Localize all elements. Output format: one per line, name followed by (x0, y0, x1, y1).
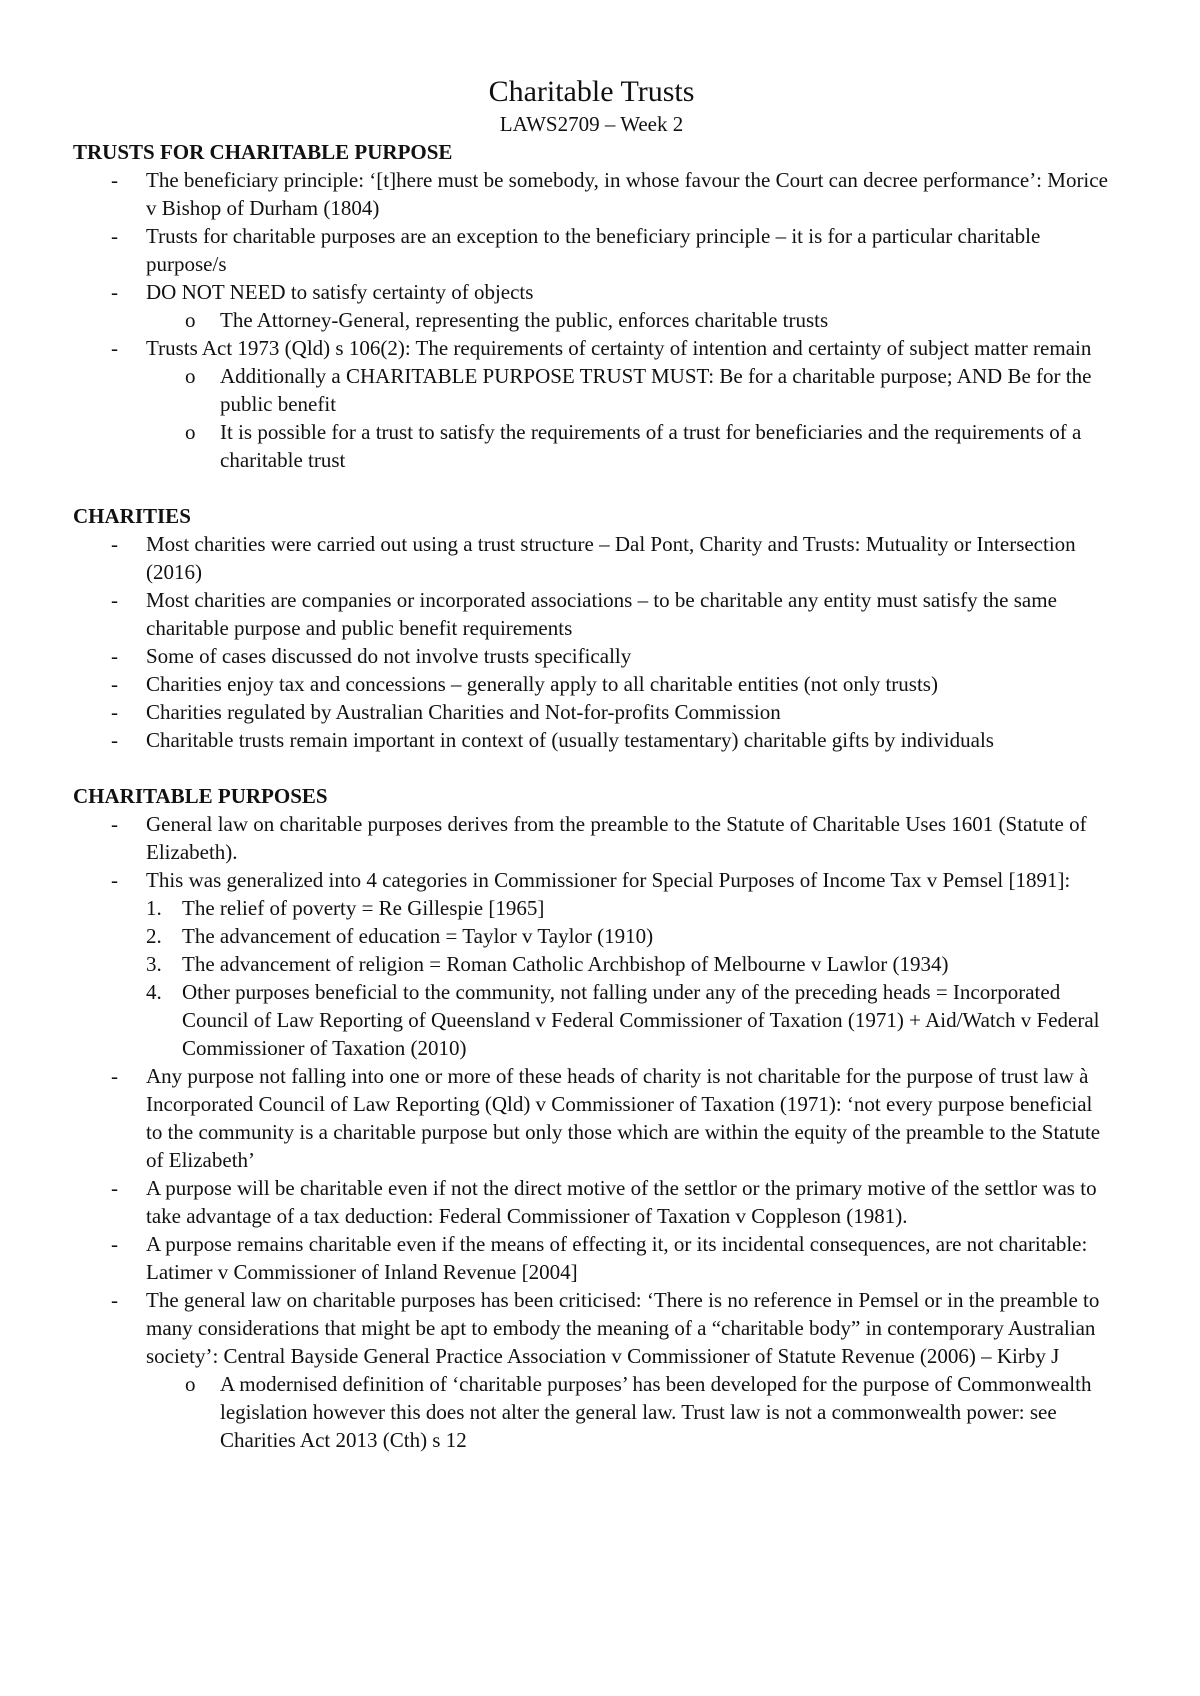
number-marker: 1. (146, 896, 162, 920)
dash-marker: - (111, 1064, 118, 1088)
list-item (73, 670, 1110, 698)
list-item-text: Charitable trusts remain important in context of (usually testamentary) charitable gifts by individuals (146, 728, 994, 752)
sub-list-item (73, 362, 1110, 418)
page-title: Charitable Trusts (488, 75, 695, 108)
list-item-text: A purpose will be charitable even if not the direct motive of the settlor or the primary motive of the settlor was to take advantage of a tax deduction: Federal Commissioner of Taxation v Coppleson (1981). (146, 1176, 1097, 1228)
dash-marker: - (111, 588, 118, 612)
circle-marker: o (185, 420, 196, 444)
circle-marker: o (185, 364, 196, 388)
sub-item-text: It is possible for a trust to satisfy the requirements of a trust for beneficiaries and the requirements of a charitable trust (220, 420, 1082, 472)
list-item (73, 530, 1110, 586)
list-item (73, 166, 1110, 222)
list-item (73, 726, 1110, 754)
bullet-list (73, 530, 1110, 754)
list-item-text: Some of cases discussed do not involve trusts specifically (146, 644, 632, 668)
section-heading: CHARITABLE PURPOSES (73, 784, 328, 808)
dash-marker: - (111, 168, 118, 192)
list-item (73, 586, 1110, 642)
dash-marker: - (111, 532, 118, 556)
number-marker: 2. (146, 924, 162, 948)
list-item (73, 278, 1110, 306)
circle-marker: o (185, 1372, 196, 1396)
section-heading: TRUSTS FOR CHARITABLE PURPOSE (73, 140, 453, 164)
list-item (73, 698, 1110, 726)
numbered-item (73, 950, 1110, 978)
bullet-list (73, 166, 1110, 474)
list-item-text: Charities regulated by Australian Charities and Not-for-profits Commission (146, 700, 781, 724)
sub-item-text: The Attorney-General, representing the public, enforces charitable trusts (220, 308, 829, 332)
dash-marker: - (111, 672, 118, 696)
number-marker: 4. (146, 980, 162, 1004)
list-item (73, 222, 1110, 278)
sub-list-item (73, 306, 1110, 334)
dash-marker: - (111, 1288, 118, 1312)
list-item (73, 334, 1110, 362)
list-item-text: Most charities are companies or incorporated associations – to be charitable any entity must satisfy the same charitable purpose and public benefit requirements (146, 588, 1057, 640)
number-marker: 3. (146, 952, 162, 976)
dash-marker: - (111, 336, 118, 360)
section-charitable-purposes (73, 782, 1110, 1454)
numbered-item (73, 978, 1110, 1062)
numbered-item-text: Other purposes beneficial to the community, not falling under any of the preceding heads = Incorporated Council of Law Reporting of Queensland v Federal Commissioner of Taxation (1971) + Aid/Watch v Federal Commissioner of Taxation (2010) (182, 980, 1100, 1060)
list-item-text: Trusts Act 1973 (Qld) s 106(2): The requirements of certainty of intention and certainty of subject matter remain (146, 336, 1092, 360)
dash-marker: - (111, 644, 118, 668)
dash-marker: - (111, 700, 118, 724)
sub-item-text: Additionally a CHARITABLE PURPOSE TRUST MUST: Be for a charitable purpose; AND Be for the public benefit (220, 364, 1092, 416)
numbered-item (73, 922, 1110, 950)
numbered-item-text: The advancement of education = Taylor v Taylor (1910) (182, 924, 654, 948)
list-item (73, 642, 1110, 670)
section-charities (73, 502, 1110, 754)
page-subtitle: LAWS2709 – Week 2 (499, 112, 684, 136)
sub-list-item (73, 1370, 1110, 1454)
list-item (73, 866, 1110, 894)
list-item-text: Trusts for charitable purposes are an exception to the beneficiary principle – it is for a particular charitable purpose/s (146, 224, 1041, 276)
list-item-text: The general law on charitable purposes has been criticised: ‘There is no reference in Pemsel or in the preamble to many considerations that might be apt to embody the meaning of a “charitable body” in contemporary Australian society’: Central Bayside General Practice Association v Commissioner of Statute Revenue (2006) – Kirby J (146, 1288, 1100, 1368)
list-item (73, 810, 1110, 866)
circle-marker: o (185, 308, 196, 332)
dash-marker: - (111, 224, 118, 248)
sub-item-text: A modernised definition of ‘charitable purposes’ has been developed for the purpose of Commonwealth legislation however this does not alter the general law. Trust law is not a commonwealth power: see Charities Act 2013 (Cth) s 12 (220, 1372, 1092, 1452)
bullet-list (73, 810, 1110, 1454)
numbered-item-text: The relief of poverty = Re Gillespie [1965] (182, 896, 545, 920)
list-item (73, 1062, 1110, 1174)
list-item-text: The beneficiary principle: ‘[t]here must be somebody, in whose favour the Court can decree performance’: Morice v Bishop of Durham (1804) (146, 168, 1108, 220)
dash-marker: - (111, 1176, 118, 1200)
list-item (73, 1286, 1110, 1370)
list-item-text: A purpose remains charitable even if the means of effecting it, or its incidental consequences, are not charitable: Latimer v Commissioner of Inland Revenue [2004] (146, 1232, 1088, 1284)
list-item (73, 1230, 1110, 1286)
list-item-text: DO NOT NEED to satisfy certainty of objects (146, 280, 534, 304)
list-item (73, 1174, 1110, 1230)
dash-marker: - (111, 280, 118, 304)
section-heading: CHARITIES (73, 504, 191, 528)
list-item-text: Charities enjoy tax and concessions – generally apply to all charitable entities (not only trusts) (146, 672, 938, 696)
dash-marker: - (111, 1232, 118, 1256)
sub-list-item (73, 418, 1110, 474)
list-item-text: Most charities were carried out using a trust structure – Dal Pont, Charity and Trusts: Mutuality or Intersection (2016) (146, 532, 1076, 584)
section-trusts-for-charitable-purpose (73, 138, 1110, 474)
list-item-text: This was generalized into 4 categories in Commissioner for Special Purposes of Income Tax v Pemsel [1891]: (146, 868, 1071, 892)
dash-marker: - (111, 812, 118, 836)
dash-marker: - (111, 868, 118, 892)
numbered-item (73, 894, 1110, 922)
numbered-item-text: The advancement of religion = Roman Catholic Archbishop of Melbourne v Lawlor (1934) (182, 952, 949, 976)
list-item-text: Any purpose not falling into one or more of these heads of charity is not charitable for the purpose of trust law à Incorporated Council of Law Reporting (Qld) v Commissioner of Taxation (1971): ‘not every purpose beneficial to the community is a charitable purpose but only those which are within the equity of the preamble to the Statute of Elizabeth’ (146, 1064, 1101, 1172)
dash-marker: - (111, 728, 118, 752)
list-item-text: General law on charitable purposes derives from the preamble to the Statute of Charitable Uses 1601 (Statute of Elizabeth). (146, 812, 1087, 864)
